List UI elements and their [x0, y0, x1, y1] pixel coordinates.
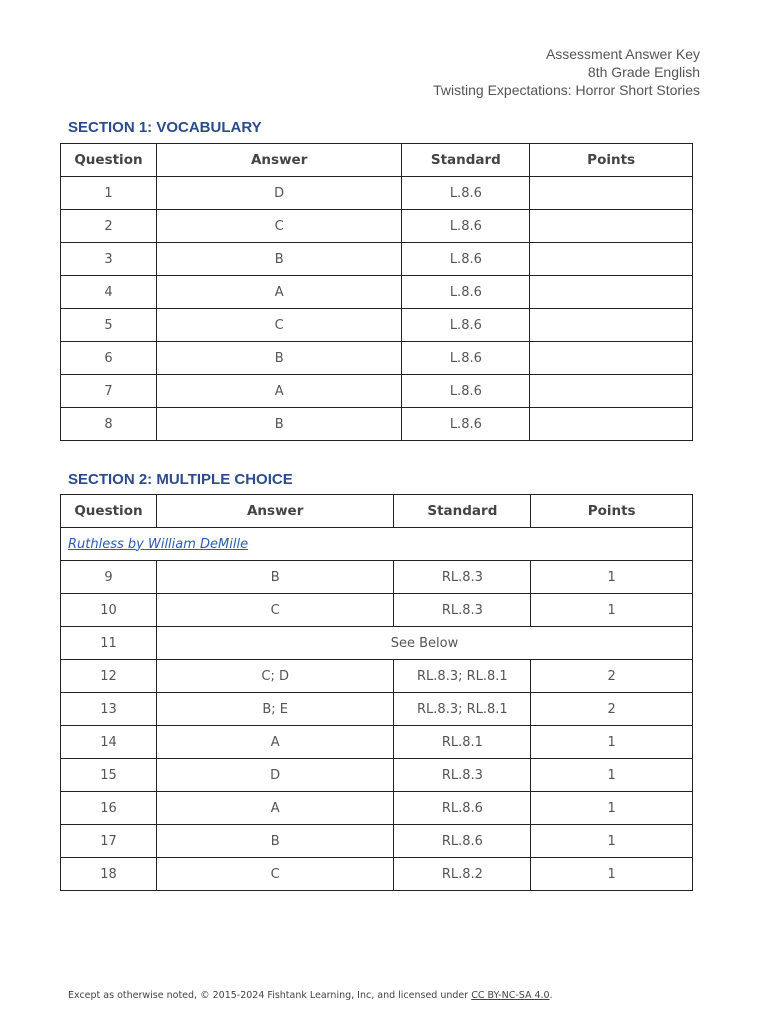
standard-cell: L.8.6 — [402, 177, 530, 210]
table-row — [61, 561, 693, 594]
table-row — [61, 858, 693, 891]
answer-cell: B — [156, 243, 402, 276]
standard-cell: RL.8.1 — [394, 726, 531, 759]
column-header-points: Points — [531, 495, 693, 528]
standard-cell: RL.8.3 — [394, 594, 531, 627]
question-cell: 1 — [61, 177, 157, 210]
column-header-question: Question — [61, 144, 157, 177]
question-cell: 15 — [61, 759, 157, 792]
answer-cell: A — [156, 276, 402, 309]
column-header-question: Question — [61, 495, 157, 528]
standard-cell: L.8.6 — [402, 375, 530, 408]
table-row — [61, 825, 693, 858]
answer-cell: B — [156, 561, 394, 594]
story-cell — [61, 528, 693, 561]
points-cell: 2 — [531, 693, 693, 726]
table-row — [61, 210, 693, 243]
standard-cell: RL.8.3 — [394, 759, 531, 792]
standard-cell: L.8.6 — [402, 210, 530, 243]
answer-cell: B — [156, 342, 402, 375]
table-row — [61, 759, 693, 792]
column-header-answer: Answer — [156, 144, 402, 177]
question-cell: 14 — [61, 726, 157, 759]
standard-cell: RL.8.3; RL.8.1 — [394, 660, 531, 693]
question-cell: 17 — [61, 825, 157, 858]
points-cell: 1 — [531, 594, 693, 627]
table-header-row — [61, 144, 693, 177]
standard-cell: L.8.6 — [402, 243, 530, 276]
points-cell: 1 — [531, 726, 693, 759]
table-row — [61, 177, 693, 210]
answer-cell: D — [156, 759, 394, 792]
points-cell — [530, 210, 693, 243]
column-header-answer: Answer — [156, 495, 394, 528]
question-cell: 5 — [61, 309, 157, 342]
table-row — [61, 594, 693, 627]
question-cell: 3 — [61, 243, 157, 276]
column-header-standard: Standard — [394, 495, 531, 528]
standard-cell: L.8.6 — [402, 408, 530, 441]
column-header-standard: Standard — [402, 144, 530, 177]
table-row — [61, 792, 693, 825]
see-below-cell: See Below — [156, 627, 692, 660]
vocabulary-table — [60, 143, 693, 441]
points-cell: 2 — [531, 660, 693, 693]
answer-cell: B; E — [156, 693, 394, 726]
question-cell: 2 — [61, 210, 157, 243]
standard-cell: RL.8.6 — [394, 792, 531, 825]
table-row — [61, 627, 693, 660]
points-cell: 1 — [531, 792, 693, 825]
points-cell: 1 — [531, 759, 693, 792]
footer-end: . — [549, 990, 553, 1001]
answer-cell: C — [156, 594, 394, 627]
answer-cell: A — [156, 375, 402, 408]
story-link[interactable]: Ruthless by William DeMille — [68, 536, 249, 552]
table-header-row — [61, 495, 693, 528]
points-cell: 1 — [531, 561, 693, 594]
answer-cell: B — [156, 408, 402, 441]
question-cell: 7 — [61, 375, 157, 408]
points-cell — [530, 177, 693, 210]
question-cell: 13 — [61, 693, 157, 726]
answer-cell: C — [156, 309, 402, 342]
answer-cell: D — [156, 177, 402, 210]
standard-cell: L.8.6 — [402, 342, 530, 375]
points-cell: 1 — [531, 825, 693, 858]
standard-cell: RL.8.2 — [394, 858, 531, 891]
question-cell: 10 — [61, 594, 157, 627]
question-cell: 18 — [61, 858, 157, 891]
table-row — [61, 726, 693, 759]
footer-text: Except as otherwise noted, © 2015-2024 Fishtank Learning, Inc, and licensed under — [68, 990, 472, 1001]
question-cell: 6 — [61, 342, 157, 375]
footer — [68, 990, 553, 1001]
answer-cell: C — [156, 210, 402, 243]
license-link[interactable]: CC BY-NC-SA 4.0 — [471, 990, 550, 1001]
question-cell: 11 — [61, 627, 157, 660]
table-row — [61, 375, 693, 408]
multiple-choice-table — [60, 494, 693, 891]
answer-cell: B — [156, 825, 394, 858]
table-row — [61, 342, 693, 375]
question-cell: 9 — [61, 561, 157, 594]
document-header — [433, 45, 700, 99]
answer-cell: A — [156, 726, 394, 759]
table-row — [61, 309, 693, 342]
points-cell — [530, 342, 693, 375]
question-cell: 8 — [61, 408, 157, 441]
answer-cell: C; D — [156, 660, 394, 693]
standard-cell: RL.8.3; RL.8.1 — [394, 693, 531, 726]
standard-cell: RL.8.3 — [394, 561, 531, 594]
section1-title: SECTION 1: VOCABULARY — [68, 119, 262, 136]
points-cell — [530, 408, 693, 441]
answer-cell: C — [156, 858, 394, 891]
points-cell: 1 — [531, 858, 693, 891]
standard-cell: RL.8.6 — [394, 825, 531, 858]
header-line-grade: 8th Grade English — [587, 64, 700, 80]
points-cell — [530, 375, 693, 408]
section2-title: SECTION 2: MULTIPLE CHOICE — [68, 471, 293, 488]
table-row — [61, 276, 693, 309]
table-row — [61, 693, 693, 726]
question-cell: 12 — [61, 660, 157, 693]
column-header-points: Points — [530, 144, 693, 177]
points-cell — [530, 309, 693, 342]
story-row — [61, 528, 693, 561]
table-row — [61, 660, 693, 693]
points-cell — [530, 243, 693, 276]
answer-cell: A — [156, 792, 394, 825]
standard-cell: L.8.6 — [402, 309, 530, 342]
question-cell: 16 — [61, 792, 157, 825]
table-row — [61, 408, 693, 441]
question-cell: 4 — [61, 276, 157, 309]
header-line-unit: Twisting Expectations: Horror Short Stories — [433, 82, 700, 98]
standard-cell: L.8.6 — [402, 276, 530, 309]
points-cell — [530, 276, 693, 309]
header-line-title: Assessment Answer Key — [545, 46, 700, 62]
table-row — [61, 243, 693, 276]
